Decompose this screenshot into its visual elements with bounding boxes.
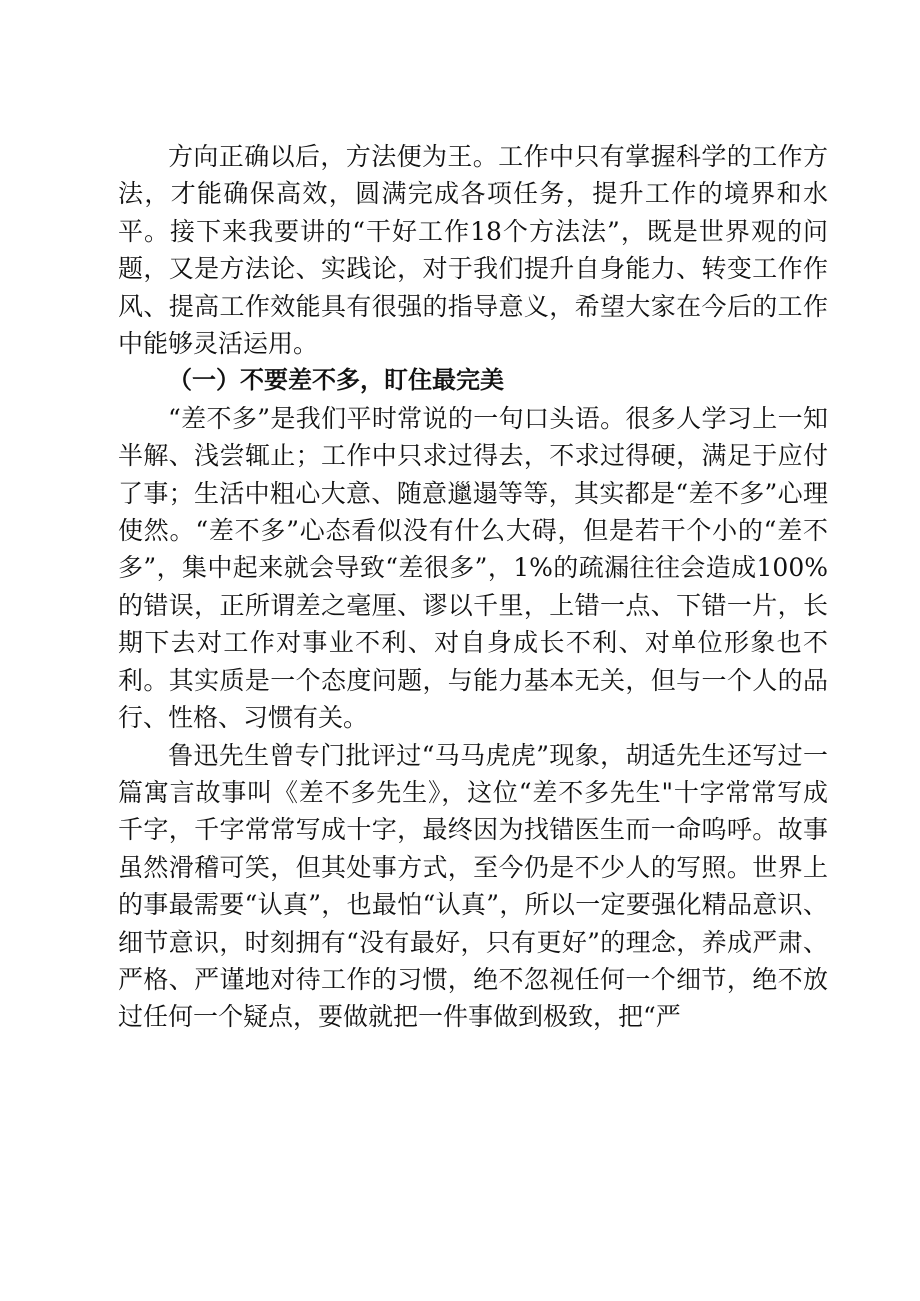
body-paragraph-1: “差不多”是我们平时常说的一句口头语。很多人学习上一知半解、浅尝辄止；工作中只求过得去，不求过得硬，满足于应付了事；生活中粗心大意、随意邋遢等等，其实都是“差不多”心理使然。“差不多”心态看似没有什么大碍，但是若干个小的“差不多”，集中起来就会导致“差很多”，1%的疏漏往往会造成100%的错误，正所谓差之毫厘、谬以千里，上错一点、下错一片，长期下去对工作对事业不利、对自身成长不利、对单位形象也不利。其实质是一个态度问题，与能力基本无关，但与一个人的品行、性格、习惯有关。: [118, 403, 828, 733]
body-paragraph-2: 鲁迅先生曾专门批评过“马马虎虎”现象，胡适先生还写过一篇寓言故事叫《差不多先生》，这位“差不多先生"十字常常写成千字，千字常常写成十字，最终因为找错医生而一命呜呼。故事虽然滑稽可笑，但其处事方式，至今仍是不少人的写照。世界上的事最需要“认真”，也最怕“认真”，所以一定要强化精品意识、细节意识，时刻拥有“没有最好，只有更好”的理念，养成严肃、严格、严谨地对待工作的习惯，绝不忽视任何一个细节，绝不放过任何一个疑点，要做就把一件事做到极致，把“严: [118, 740, 828, 1032]
document-body: [118, 138, 828, 1036]
intro-paragraph: 方向正确以后，方法便为王。工作中只有掌握科学的工作方法，才能确保高效，圆满完成各项任务，提升工作的境界和水平。接下来我要讲的“干好工作18个方法法”，既是世界观的问题，又是方法论、实践论，对于我们提升自身能力、转变工作作风、提高工作效能具有很强的指导意义，希望大家在今后的工作中能够灵活运用。: [118, 142, 828, 359]
section-heading: （一）不要差不多，盯住最完美: [168, 366, 504, 395]
